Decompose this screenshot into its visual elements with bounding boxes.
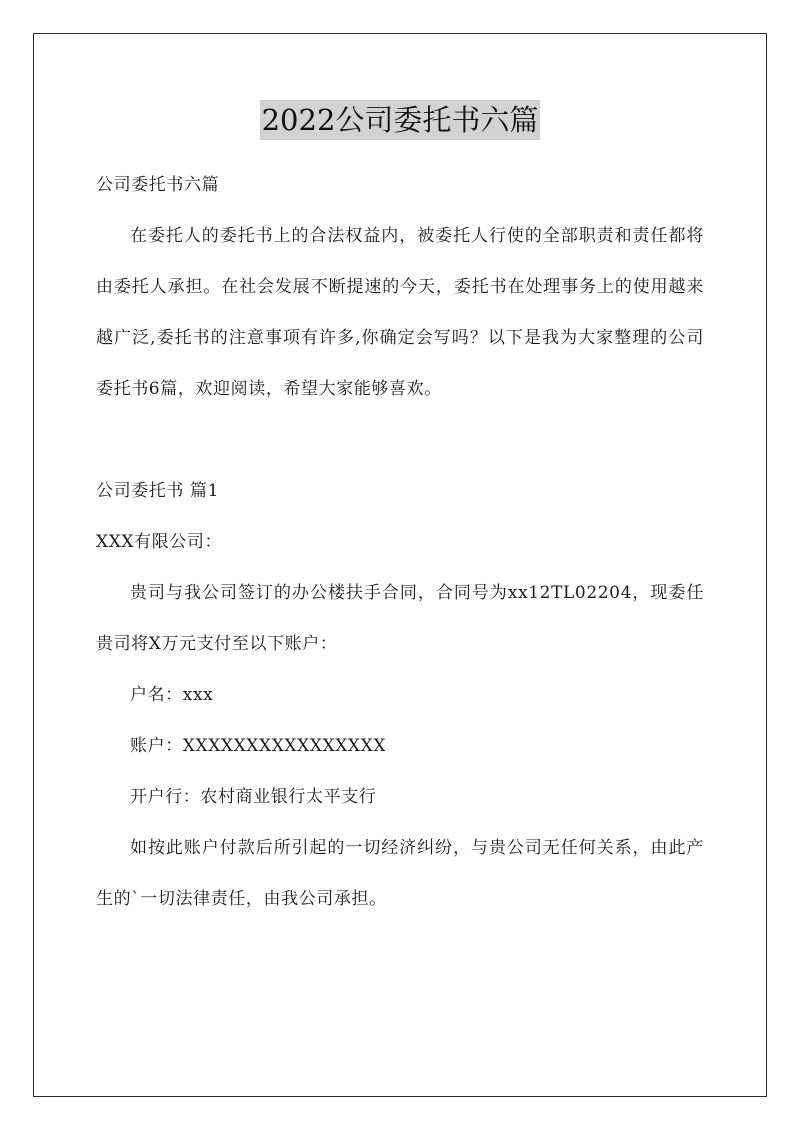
document-title: 2022公司委托书六篇 bbox=[260, 100, 541, 140]
title-container bbox=[0, 100, 800, 140]
account-name-line: 户名：xxx bbox=[130, 685, 214, 705]
section-heading: 公司委托书 篇1 bbox=[96, 481, 220, 501]
bank-line: 开户行：农村商业银行太平支行 bbox=[130, 787, 377, 807]
salutation: XXX有限公司： bbox=[96, 532, 223, 552]
document-body bbox=[96, 160, 704, 925]
section-spacer bbox=[96, 415, 704, 466]
body-paragraph-1: 贵司与我公司签订的办公楼扶手合同，合同号为xx12TL02204，现委任贵司将X万元支付至以下账户： bbox=[96, 583, 704, 654]
intro-paragraph: 在委托人的委托书上的合法权益内，被委托人行使的全部职责和责任都将由委托人承担。在社会发展不断提速的今天，委托书在处理事务上的使用越来越广泛,委托书的注意事项有许多,你确定会写吗？以下是我为大家整理的公司委托书6篇，欢迎阅读，希望大家能够喜欢。 bbox=[96, 226, 704, 399]
account-number-line: 账户：XXXXXXXXXXXXXXXX bbox=[130, 736, 387, 756]
body-paragraph-2: 如按此账户付款后所引起的一切经济纠纷，与贵公司无任何关系，由此产生的`一切法律责任，由我公司承担。 bbox=[96, 838, 704, 909]
document-subtitle: 公司委托书六篇 bbox=[96, 175, 220, 195]
